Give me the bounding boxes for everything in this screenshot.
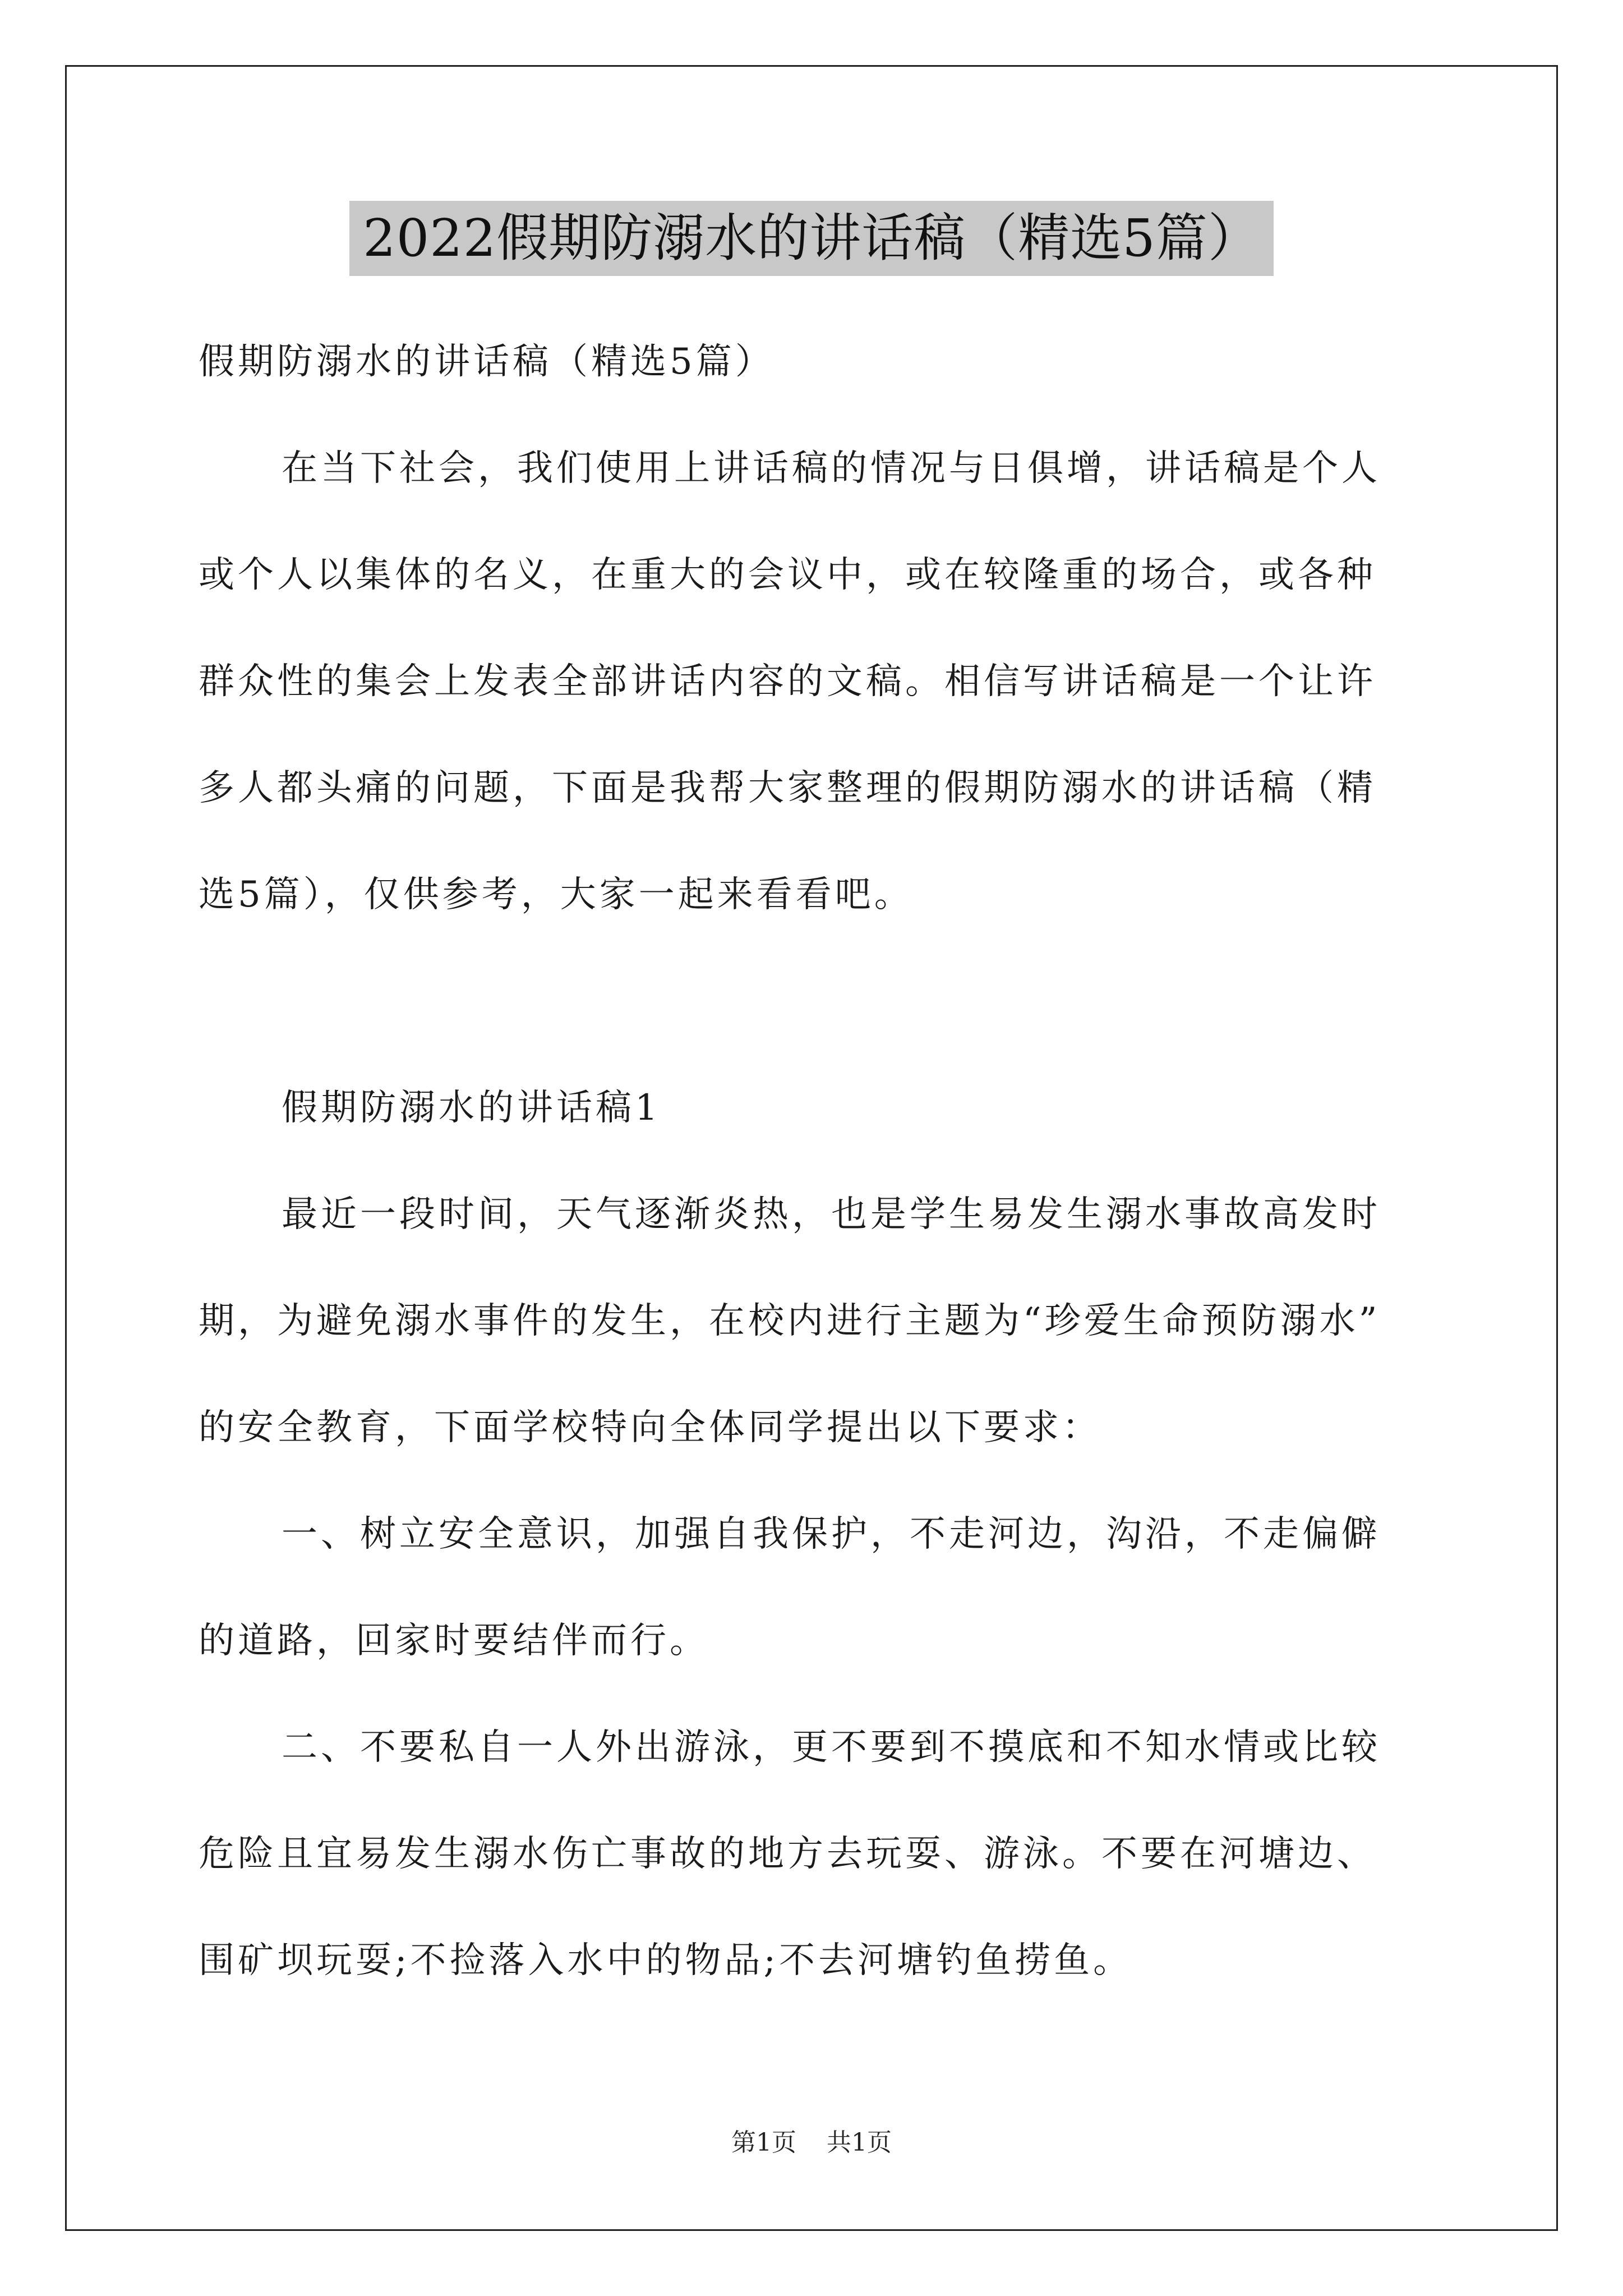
intro-line: 或个人以集体的名义，在重大的会议中，或在较隆重的场合，或各种 — [199, 554, 1376, 596]
page-number-total: 共1页 — [827, 2128, 892, 2157]
body-line: 的道路，回家时要结伴而行。 — [199, 1620, 709, 1662]
body-line: 围矿坝玩耍;不捡落入水中的物品;不去河塘钓鱼捞鱼。 — [199, 1940, 1133, 1981]
intro-line: 群众性的集会上发表全部讲话内容的文稿。相信写讲话稿是一个让许 — [199, 661, 1376, 702]
body-line: 的安全教育，下面学校特向全体同学提出以下要求： — [199, 1407, 1101, 1448]
paragraph-spacer — [199, 948, 1432, 1055]
page-footer — [0, 2126, 1623, 2160]
intro-line: 多人都头痛的问题，下面是我帮大家整理的假期防溺水的讲话稿（精 — [199, 767, 1376, 809]
intro-line: 选5篇），仅供参考，大家一起来看看吧。 — [199, 874, 914, 915]
title-container — [0, 201, 1623, 276]
page-number-current: 第1页 — [731, 2128, 796, 2157]
body-line: 期，为避免溺水事件的发生，在校内进行主题为“珍爱生命预防溺水” — [199, 1300, 1381, 1342]
body-line: 二、不要私自一人外出游泳，更不要到不摸底和不知水情或比较 — [282, 1727, 1381, 1768]
intro-line: 在当下社会，我们使用上讲话稿的情况与日俱增，讲话稿是个人 — [282, 448, 1381, 489]
document-body — [199, 309, 1432, 2014]
body-line: 一、树立安全意识，加强自我保护，不走河边，沟沿，不走偏僻 — [282, 1513, 1381, 1555]
document-subtitle: 假期防溺水的讲话稿（精选5篇） — [199, 341, 774, 383]
document-title: 2022假期防溺水的讲话稿（精选5篇） — [349, 201, 1274, 276]
body-line: 危险且宜易发生溺水伤亡事故的地方去玩耍、游泳。不要在河塘边、 — [199, 1833, 1376, 1875]
section-heading: 假期防溺水的讲话稿1 — [282, 1087, 661, 1129]
body-line: 最近一段时间，天气逐渐炎热，也是学生易发生溺水事故高发时 — [282, 1194, 1381, 1235]
